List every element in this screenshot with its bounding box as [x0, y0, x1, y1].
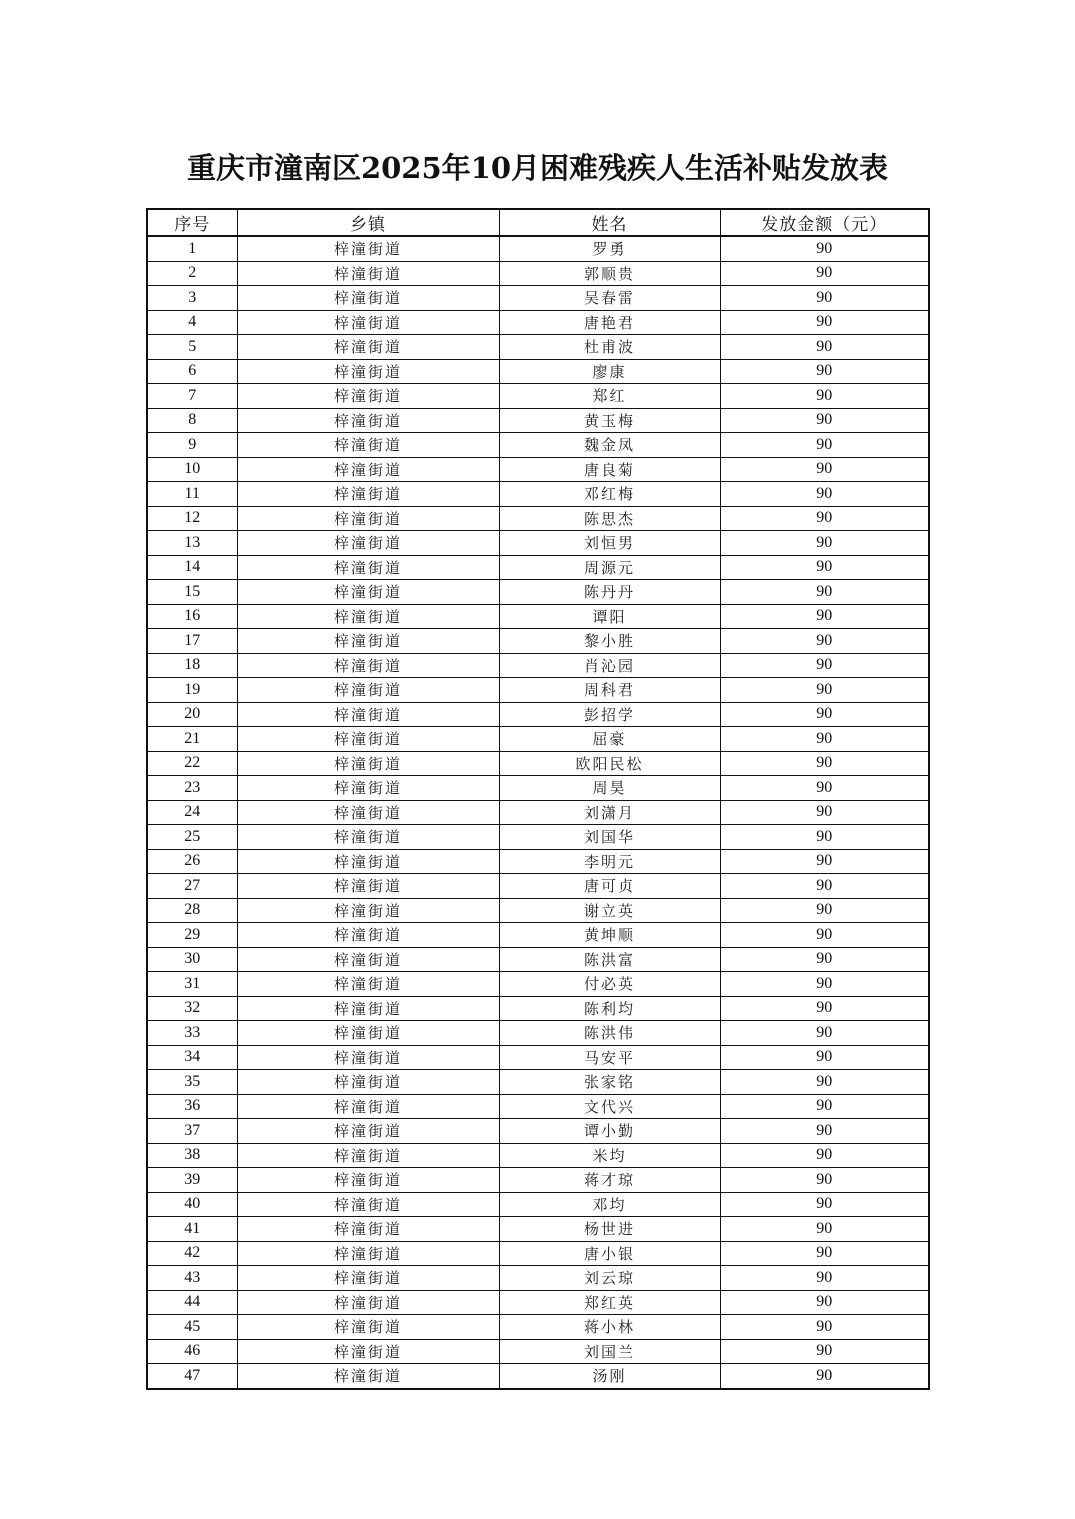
- table-row: [147, 653, 929, 678]
- cell-name: 陈思杰: [499, 506, 720, 531]
- cell-name: 郭顺贵: [499, 261, 720, 286]
- cell-name: 唐艳君: [499, 310, 720, 335]
- cell-index: 5: [147, 335, 237, 360]
- cell-index: 2: [147, 261, 237, 286]
- cell-township: 梓潼街道: [237, 1021, 499, 1046]
- cell-index: 20: [147, 702, 237, 727]
- cell-amount: 90: [720, 1217, 929, 1242]
- cell-amount: 90: [720, 629, 929, 654]
- cell-township: 梓潼街道: [237, 310, 499, 335]
- table-row: [147, 1119, 929, 1144]
- table-row: [147, 1290, 929, 1315]
- cell-amount: 90: [720, 874, 929, 899]
- table-header: [147, 209, 929, 236]
- cell-index: 18: [147, 653, 237, 678]
- cell-name: 彭招学: [499, 702, 720, 727]
- cell-index: 11: [147, 482, 237, 507]
- cell-amount: 90: [720, 531, 929, 556]
- cell-amount: 90: [720, 653, 929, 678]
- subsidy-table: [146, 208, 930, 1390]
- table-row: [147, 825, 929, 850]
- table-row: [147, 457, 929, 482]
- cell-name: 谭小勤: [499, 1119, 720, 1144]
- cell-township: 梓潼街道: [237, 457, 499, 482]
- cell-township: 梓潼街道: [237, 947, 499, 972]
- cell-index: 23: [147, 776, 237, 801]
- cell-name: 文代兴: [499, 1094, 720, 1119]
- cell-amount: 90: [720, 433, 929, 458]
- cell-index: 17: [147, 629, 237, 654]
- cell-name: 黄坤顺: [499, 923, 720, 948]
- cell-name: 郑红: [499, 384, 720, 409]
- cell-index: 41: [147, 1217, 237, 1242]
- table-row: [147, 310, 929, 335]
- cell-township: 梓潼街道: [237, 972, 499, 997]
- cell-name: 邓红梅: [499, 482, 720, 507]
- cell-amount: 90: [720, 1241, 929, 1266]
- cell-name: 吴春雷: [499, 286, 720, 311]
- table-row: [147, 751, 929, 776]
- cell-index: 46: [147, 1339, 237, 1364]
- table-row: [147, 482, 929, 507]
- cell-township: 梓潼街道: [237, 531, 499, 556]
- cell-township: 梓潼街道: [237, 923, 499, 948]
- cell-amount: 90: [720, 776, 929, 801]
- table-row: [147, 678, 929, 703]
- cell-amount: 90: [720, 359, 929, 384]
- cell-amount: 90: [720, 996, 929, 1021]
- cell-name: 唐良菊: [499, 457, 720, 482]
- cell-amount: 90: [720, 335, 929, 360]
- table-row: [147, 702, 929, 727]
- cell-amount: 90: [720, 261, 929, 286]
- cell-index: 29: [147, 923, 237, 948]
- cell-amount: 90: [720, 1266, 929, 1291]
- cell-name: 付必英: [499, 972, 720, 997]
- cell-name: 谭阳: [499, 604, 720, 629]
- cell-amount: 90: [720, 408, 929, 433]
- cell-amount: 90: [720, 457, 929, 482]
- table-row: [147, 1339, 929, 1364]
- cell-township: 梓潼街道: [237, 678, 499, 703]
- cell-township: 梓潼街道: [237, 776, 499, 801]
- cell-index: 1: [147, 236, 237, 261]
- cell-name: 刘潇月: [499, 800, 720, 825]
- cell-township: 梓潼街道: [237, 1070, 499, 1095]
- table-row: [147, 433, 929, 458]
- cell-index: 15: [147, 580, 237, 605]
- cell-township: 梓潼街道: [237, 604, 499, 629]
- cell-name: 唐小银: [499, 1241, 720, 1266]
- cell-index: 12: [147, 506, 237, 531]
- table-row: [147, 996, 929, 1021]
- cell-name: 魏金凤: [499, 433, 720, 458]
- header-amount: 发放金额（元）: [720, 209, 929, 236]
- cell-name: 蒋才琼: [499, 1168, 720, 1193]
- cell-index: 35: [147, 1070, 237, 1095]
- header-index: 序号: [147, 209, 237, 236]
- cell-index: 22: [147, 751, 237, 776]
- cell-name: 汤刚: [499, 1364, 720, 1389]
- cell-amount: 90: [720, 1021, 929, 1046]
- table-row: [147, 923, 929, 948]
- cell-name: 罗勇: [499, 236, 720, 261]
- cell-name: 肖沁园: [499, 653, 720, 678]
- cell-township: 梓潼街道: [237, 433, 499, 458]
- cell-index: 13: [147, 531, 237, 556]
- cell-amount: 90: [720, 555, 929, 580]
- cell-index: 34: [147, 1045, 237, 1070]
- cell-amount: 90: [720, 678, 929, 703]
- cell-index: 37: [147, 1119, 237, 1144]
- cell-amount: 90: [720, 800, 929, 825]
- cell-amount: 90: [720, 1364, 929, 1389]
- table-row: [147, 1094, 929, 1119]
- cell-index: 25: [147, 825, 237, 850]
- cell-index: 10: [147, 457, 237, 482]
- cell-name: 米均: [499, 1143, 720, 1168]
- cell-name: 郑红英: [499, 1290, 720, 1315]
- cell-index: 3: [147, 286, 237, 311]
- cell-amount: 90: [720, 1070, 929, 1095]
- cell-amount: 90: [720, 236, 929, 261]
- cell-name: 周科君: [499, 678, 720, 703]
- table-row: [147, 1070, 929, 1095]
- cell-amount: 90: [720, 580, 929, 605]
- table-row: [147, 1045, 929, 1070]
- cell-township: 梓潼街道: [237, 996, 499, 1021]
- cell-township: 梓潼街道: [237, 1192, 499, 1217]
- table-row: [147, 1266, 929, 1291]
- cell-index: 47: [147, 1364, 237, 1389]
- cell-name: 廖康: [499, 359, 720, 384]
- cell-township: 梓潼街道: [237, 1119, 499, 1144]
- cell-township: 梓潼街道: [237, 482, 499, 507]
- cell-index: 7: [147, 384, 237, 409]
- cell-township: 梓潼街道: [237, 629, 499, 654]
- table-row: [147, 604, 929, 629]
- cell-index: 16: [147, 604, 237, 629]
- cell-index: 4: [147, 310, 237, 335]
- table-row: [147, 261, 929, 286]
- cell-name: 陈洪伟: [499, 1021, 720, 1046]
- header-row: [147, 209, 929, 236]
- cell-township: 梓潼街道: [237, 751, 499, 776]
- cell-township: 梓潼街道: [237, 1290, 499, 1315]
- cell-township: 梓潼街道: [237, 702, 499, 727]
- cell-name: 马安平: [499, 1045, 720, 1070]
- table-row: [147, 531, 929, 556]
- table-body: [147, 236, 929, 1389]
- table-row: [147, 947, 929, 972]
- cell-index: 36: [147, 1094, 237, 1119]
- cell-township: 梓潼街道: [237, 1217, 499, 1242]
- cell-name: 杜甫波: [499, 335, 720, 360]
- cell-township: 梓潼街道: [237, 384, 499, 409]
- cell-name: 刘云琼: [499, 1266, 720, 1291]
- cell-township: 梓潼街道: [237, 359, 499, 384]
- cell-township: 梓潼街道: [237, 727, 499, 752]
- table-row: [147, 408, 929, 433]
- table-row: [147, 359, 929, 384]
- cell-name: 屈豪: [499, 727, 720, 752]
- cell-township: 梓潼街道: [237, 408, 499, 433]
- cell-name: 刘恒男: [499, 531, 720, 556]
- table-row: [147, 972, 929, 997]
- cell-amount: 90: [720, 947, 929, 972]
- table-row: [147, 1143, 929, 1168]
- cell-amount: 90: [720, 506, 929, 531]
- table-row: [147, 727, 929, 752]
- cell-township: 梓潼街道: [237, 506, 499, 531]
- cell-index: 38: [147, 1143, 237, 1168]
- cell-amount: 90: [720, 310, 929, 335]
- cell-township: 梓潼街道: [237, 236, 499, 261]
- cell-name: 谢立英: [499, 898, 720, 923]
- cell-index: 43: [147, 1266, 237, 1291]
- cell-index: 32: [147, 996, 237, 1021]
- cell-index: 8: [147, 408, 237, 433]
- table-row: [147, 580, 929, 605]
- cell-index: 19: [147, 678, 237, 703]
- cell-name: 黄玉梅: [499, 408, 720, 433]
- cell-amount: 90: [720, 1192, 929, 1217]
- cell-index: 27: [147, 874, 237, 899]
- cell-amount: 90: [720, 898, 929, 923]
- cell-name: 陈利均: [499, 996, 720, 1021]
- cell-index: 6: [147, 359, 237, 384]
- cell-township: 梓潼街道: [237, 580, 499, 605]
- cell-index: 9: [147, 433, 237, 458]
- cell-index: 24: [147, 800, 237, 825]
- cell-amount: 90: [720, 1045, 929, 1070]
- cell-index: 31: [147, 972, 237, 997]
- cell-index: 21: [147, 727, 237, 752]
- cell-name: 黎小胜: [499, 629, 720, 654]
- cell-township: 梓潼街道: [237, 1315, 499, 1340]
- cell-amount: 90: [720, 384, 929, 409]
- cell-name: 欧阳民松: [499, 751, 720, 776]
- table-row: [147, 384, 929, 409]
- cell-township: 梓潼街道: [237, 1168, 499, 1193]
- cell-name: 陈丹丹: [499, 580, 720, 605]
- cell-amount: 90: [720, 702, 929, 727]
- table-row: [147, 236, 929, 261]
- cell-township: 梓潼街道: [237, 555, 499, 580]
- cell-amount: 90: [720, 751, 929, 776]
- cell-township: 梓潼街道: [237, 1266, 499, 1291]
- cell-township: 梓潼街道: [237, 1094, 499, 1119]
- cell-index: 26: [147, 849, 237, 874]
- table-row: [147, 335, 929, 360]
- cell-township: 梓潼街道: [237, 898, 499, 923]
- cell-amount: 90: [720, 604, 929, 629]
- cell-township: 梓潼街道: [237, 1045, 499, 1070]
- cell-amount: 90: [720, 849, 929, 874]
- cell-index: 14: [147, 555, 237, 580]
- cell-name: 邓均: [499, 1192, 720, 1217]
- cell-amount: 90: [720, 727, 929, 752]
- cell-index: 33: [147, 1021, 237, 1046]
- cell-township: 梓潼街道: [237, 800, 499, 825]
- cell-amount: 90: [720, 1143, 929, 1168]
- cell-township: 梓潼街道: [237, 286, 499, 311]
- table-row: [147, 776, 929, 801]
- cell-index: 28: [147, 898, 237, 923]
- cell-name: 周源元: [499, 555, 720, 580]
- table-row: [147, 1241, 929, 1266]
- cell-amount: 90: [720, 1290, 929, 1315]
- cell-amount: 90: [720, 482, 929, 507]
- cell-amount: 90: [720, 1094, 929, 1119]
- table-row: [147, 629, 929, 654]
- cell-index: 42: [147, 1241, 237, 1266]
- cell-township: 梓潼街道: [237, 1364, 499, 1389]
- table-row: [147, 1364, 929, 1389]
- cell-amount: 90: [720, 1119, 929, 1144]
- cell-township: 梓潼街道: [237, 335, 499, 360]
- cell-name: 杨世进: [499, 1217, 720, 1242]
- cell-amount: 90: [720, 923, 929, 948]
- table-row: [147, 849, 929, 874]
- table-row: [147, 1168, 929, 1193]
- table-row: [147, 555, 929, 580]
- header-name: 姓名: [499, 209, 720, 236]
- cell-name: 唐可贞: [499, 874, 720, 899]
- cell-amount: 90: [720, 972, 929, 997]
- cell-name: 张家铭: [499, 1070, 720, 1095]
- cell-township: 梓潼街道: [237, 261, 499, 286]
- cell-township: 梓潼街道: [237, 849, 499, 874]
- table-row: [147, 800, 929, 825]
- cell-name: 陈洪富: [499, 947, 720, 972]
- cell-name: 刘国华: [499, 825, 720, 850]
- cell-amount: 90: [720, 1315, 929, 1340]
- cell-township: 梓潼街道: [237, 1339, 499, 1364]
- cell-township: 梓潼街道: [237, 874, 499, 899]
- page-title: 重庆市潼南区2025年10月困难残疾人生活补贴发放表: [186, 151, 889, 185]
- cell-amount: 90: [720, 1168, 929, 1193]
- cell-index: 44: [147, 1290, 237, 1315]
- table-row: [147, 874, 929, 899]
- table-row: [147, 1315, 929, 1340]
- cell-index: 45: [147, 1315, 237, 1340]
- cell-township: 梓潼街道: [237, 1143, 499, 1168]
- header-township: 乡镇: [237, 209, 499, 236]
- table-row: [147, 1192, 929, 1217]
- table-row: [147, 898, 929, 923]
- table-row: [147, 286, 929, 311]
- cell-index: 40: [147, 1192, 237, 1217]
- cell-amount: 90: [720, 825, 929, 850]
- cell-township: 梓潼街道: [237, 825, 499, 850]
- cell-name: 刘国兰: [499, 1339, 720, 1364]
- cell-name: 李明元: [499, 849, 720, 874]
- table-row: [147, 1217, 929, 1242]
- cell-township: 梓潼街道: [237, 653, 499, 678]
- table-row: [147, 506, 929, 531]
- cell-amount: 90: [720, 1339, 929, 1364]
- cell-index: 30: [147, 947, 237, 972]
- cell-name: 蒋小林: [499, 1315, 720, 1340]
- table-row: [147, 1021, 929, 1046]
- cell-name: 周昊: [499, 776, 720, 801]
- cell-amount: 90: [720, 286, 929, 311]
- cell-township: 梓潼街道: [237, 1241, 499, 1266]
- cell-index: 39: [147, 1168, 237, 1193]
